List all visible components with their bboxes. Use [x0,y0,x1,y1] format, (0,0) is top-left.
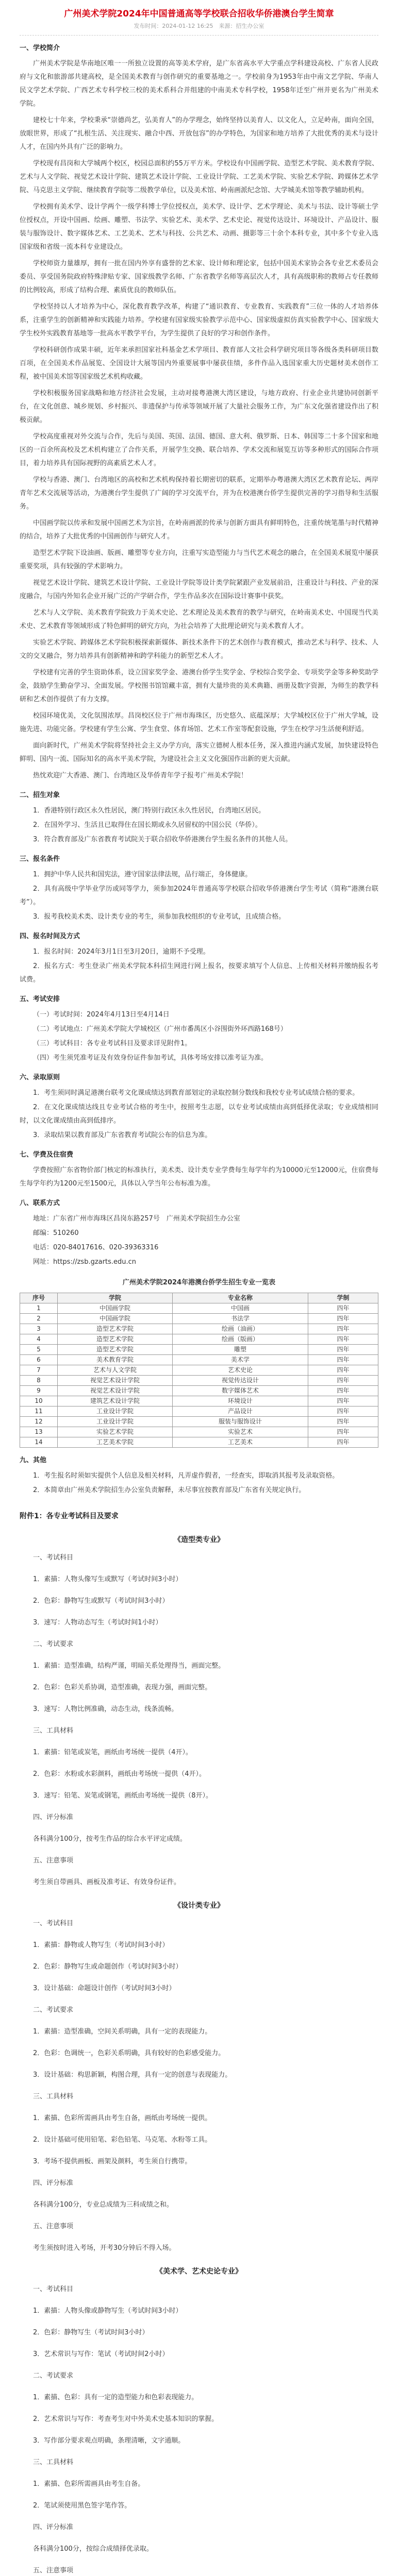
exam-items [20,2283,378,2576]
table-cell-years: 四年 [308,1345,378,1355]
intro-paragraph: 学校建有完善的学生资助体系，设立国家奖学金、港澳台侨学生奖学金、学校综合奖学金、专项奖学金等多种奖助学金，鼓励学生勤奋学习、全面发展。学校图书馆馆藏丰富，拥有大量珍贵的美术典籍、画册及数字资源，为师生的教学科研和艺术创作提供了有力支撑。 [20,669,378,703]
table-row [20,1303,378,1314]
table-cell-major: 数字媒体艺术 [173,1386,308,1396]
table-cell-major: 雕塑 [173,1345,308,1355]
exam-item: 1．素描：造型准确，结构严谨，明暗关系处理得当，画面完整。 [33,1662,225,1670]
table-cell-college: 中国画学院 [58,1303,173,1314]
section-item: （四）考生须凭准考证及有效身份证件参加考试，具体考场安排以准考证为准。 [33,1054,268,1062]
contact-item: 电话：020-84017616、020-39363316 [33,1244,159,1251]
table-cell-college: 工业设计学院 [58,1406,173,1417]
table-cell-college: 中国画学院 [58,1314,173,1324]
table-cell-no: 3 [20,1324,58,1334]
table-cell-years: 四年 [308,1406,378,1417]
exam-item: 2．色彩：色彩关系协调，造型准确，表现力强，画面完整。 [33,1684,212,1691]
table-header-years: 学制 [308,1293,378,1303]
exam-item: 四、评分标准 [33,1814,74,1821]
exam-item: 考生须自带画具、画板及准考证、有效身份证件。 [33,1878,181,1886]
exam-item: 三、工具材料 [33,1727,74,1735]
intro-paragraph: 建校七十年来，学校秉承“崇德尚艺，弘美育人”的办学理念，始终坚持以美育人、以文化人，立足岭南，面向全国，放眼世界，形成了“扎根生活、关注现实、融合中西、开放包容”的办学特色，为国家和地方培养了大批优秀的美术与设计人才，在国内外具有广泛的影响力。 [20,116,378,151]
exam-item: 五、注意事项 [33,1857,74,1865]
section-heading: 一、学校简介 [20,44,60,52]
page-title: 广州美术学院2024年中国普通高等学校联合招收华侨港澳台学生简章 [64,9,334,19]
exam-item: 一、考试科目 [33,1554,74,1562]
intro-section [20,42,378,783]
section-items [20,1008,378,1065]
publish-meta: 发布时间：2024-01-12 16:25 来源：招生办公室 [134,23,264,29]
section-other [20,1454,378,1497]
table-cell-college: 视觉艺术设计学院 [58,1386,173,1396]
exam-item: 3．设计基础：命题设计创作（考试时间3小时） [33,1985,176,1992]
section-item: 1．拥护中华人民共和国宪法，遵守国家法律法规，品行端正，身体健康。 [33,871,252,878]
table-cell-years: 四年 [308,1334,378,1345]
table-cell-college: 实验艺术学院 [58,1427,173,1437]
section-item: 2．在国外学习、生活且已取得住在国长期或永久居留权的中国公民（华侨）。 [33,821,262,829]
table-cell-years: 四年 [308,1386,378,1396]
exam-item: 考生须按时进入考场，开考30分钟后不得入场。 [33,2244,176,2252]
table-cell-college: 美术教育学院 [58,1355,173,1365]
table-cell-years: 四年 [308,1303,378,1314]
table-cell-major: 环境设计 [173,1396,308,1406]
exam-item: 各科满分100分，专业总成绩为三科成绩之和。 [33,2201,173,2209]
table-row [20,1417,378,1427]
exam-item: 3．写作部分要求观点明确，条理清晰，文字通顺。 [33,2437,185,2445]
section-registration [20,930,378,987]
intro-paragraphs [20,57,378,783]
table-cell-major: 产品设计 [173,1406,308,1417]
exam-item: 1．素描、色彩所需画具由考生自备，画纸由考场统一提供。 [33,2114,212,2122]
exam-item: 3．速写：人物比例准确，动态生动，线条流畅。 [33,1705,178,1713]
table-cell-college: 视觉艺术设计学院 [58,1376,173,1386]
exam-item: 2．艺术常识与写作：考查考生对中外美术史基本知识的掌握。 [33,2415,219,2423]
exam-item: 3．速写：铅笔、炭笔或钢笔，画纸由考场统一提供（8开）。 [33,1792,213,1800]
intro-paragraph: 视觉艺术设计学院、建筑艺术设计学院、工业设计学院等设计类学院紧跟产业发展前沿，注重设计与科技、产业的深度融合，与国内外知名企业开展广泛的产学研合作，学生作品多次在国际设计赛事中获奖。 [20,579,378,600]
exam-item: 2．色彩：水粉或水彩颜料，画纸由考场统一提供（4开）。 [33,1770,206,1778]
table-cell-years: 四年 [308,1365,378,1376]
table-cell-no: 11 [20,1406,58,1417]
exam-item: 1．素描：造型准确，空间关系明确，具有一定的表现能力。 [33,2028,212,2036]
section-item: （一）考试时间：2024年4月13日至4月14日 [33,1011,170,1019]
exam-item: 2．色彩：静物写生（考试时间3小时） [33,2329,149,2336]
table-cell-no: 5 [20,1345,58,1355]
table-row [20,1376,378,1386]
intro-paragraph: 艺术与人文学院、美术教育学院致力于美术史论、艺术理论及美术教育的教学与研究，在岭南美术史、中国现当代美术史、艺术教育等领域形成了特色鲜明的研究方向，为社会培养了大批理论研究与美术教育人才。 [20,609,378,630]
intro-paragraph: 广州美术学院是华南地区唯一一所独立设置的高等美术学府，是广东省高水平大学重点学科建设高校、广东省人民政府与文化和旅游部共建高校，是全国美术教育与创作研究的重要基地之一。学校前身为1953年由中南文艺学院、华南人民文学艺术学院、广西艺术专科学校三校的美术系科合并组建的中南美术专科学校，1958年迁至广州并更名为广州美术学院。 [20,60,378,108]
table-row [20,1324,378,1334]
section-admission-rules [20,1071,378,1142]
table-cell-no: 13 [20,1427,58,1437]
exam-item: 三、工具材料 [33,2459,74,2466]
table-cell-major: 实验艺术 [173,1427,308,1437]
exam-item: 1．素描、色彩：具有一定的造型能力和色彩表现能力。 [33,2394,198,2401]
exam-item: 1．素描：铅笔或炭笔，画纸由考场统一提供（4开）。 [33,1749,193,1756]
intro-paragraph: 学校高度重视对外交流与合作，先后与美国、英国、法国、德国、意大利、俄罗斯、日本、韩国等二十多个国家和地区的一百余所高校及艺术机构建立了合作关系，开展学生交换、联合培养、学术交流和展览互访等多种形式的国际合作项目，着力培养具有国际视野的高素质艺术人才。 [20,433,378,467]
section-heading: 八、联系方式 [20,1199,60,1207]
section-items [20,1087,378,1142]
table-header-no: 序号 [20,1293,58,1303]
exam-item: 各科满分100分，按考生作品的综合水平评定成绩。 [33,1835,187,1843]
intro-paragraph: 造型艺术学院下设油画、版画、雕塑等专业方向，注重写实造型能力与当代艺术观念的融合，在全国美术展览中屡获重要奖项，具有较强的学术影响力。 [20,549,378,570]
exam-item: 各科满分100分，按综合成绩择优录取。 [33,2545,153,2553]
exam-block-heading: 《美术学、艺术史论专业》 [156,2267,242,2276]
table-header-row [20,1293,378,1303]
table-cell-college: 工艺美术学院 [58,1437,173,1448]
table-cell-no: 7 [20,1365,58,1376]
table-cell-years: 四年 [308,1417,378,1427]
section-item: 1．考生报名时须如实提供个人信息及相关材料，凡弄虚作假者，一经查实，即取消其报考及录取资格。 [33,1472,339,1480]
table-cell-major: 中国画 [173,1303,308,1314]
section-heading: 七、学费及住宿费 [20,1151,74,1159]
exam-item: 一、考试科目 [33,1920,74,1927]
exam-block-heading: 《造型类专业》 [174,1536,224,1544]
section-items [20,945,378,987]
table-cell-major: 视觉传达设计 [173,1376,308,1386]
exam-item: 3．艺术常识与写作：笔试（考试时间2小时） [33,2350,169,2358]
table-cell-major: 绘画（版画） [173,1334,308,1345]
table-row [20,1386,378,1396]
table-cell-no: 12 [20,1417,58,1427]
table-cell-college: 建筑艺术设计学院 [58,1396,173,1406]
exam-item: 五、注意事项 [33,2223,74,2230]
table-cell-years: 四年 [308,1376,378,1386]
section-item: 3．录取结果以教育部及广东省教育考试院公布的信息为准。 [33,1131,212,1139]
table-cell-no: 10 [20,1396,58,1406]
section-item: （三）考试科目：各专业考试科目及要求详见附件1。 [33,1040,192,1047]
intro-paragraph: 学校科研创作成果丰硕，近年来承担国家社科基金艺术学项目、教育部人文社会科学研究项目等各级各类科研项目数百项，在全国美术作品展览、全国设计大展等国内外重要展事中屡获佳绩，多件作品入选国家重大历史题材美术创作工程，被中国美术馆等国家级艺术机构收藏。 [20,346,378,381]
section-item: 1．考生须同时满足港澳台联考文化课成绩达到教育部划定的录取控制分数线和我校专业考试成绩合格的要求。 [33,1089,359,1097]
contact-item: 网址：https://zsb.gzarts.edu.cn [33,1258,136,1266]
exam-item: 1．素描：人物头像写生或默写（考试时间3小时） [33,1575,183,1583]
exam-item: 三、工具材料 [33,2093,74,2100]
table-header-major: 专业名称 [173,1293,308,1303]
table-header-college: 学院 [58,1293,173,1303]
exam-item: 1．素描：人物头像或静物写生（考试时间3小时） [33,2307,183,2315]
exam-items [20,1552,378,1889]
table-cell-major: 艺术史论 [173,1365,308,1376]
section-heading: 二、招生对象 [20,791,60,799]
table-head [20,1293,378,1303]
exam-block-design [20,1899,378,2255]
exam-item: 2．色彩：静物写生或命题创作（考试时间3小时） [33,1963,183,1971]
section-heading: 六、录取原则 [20,1074,60,1081]
table-cell-years: 四年 [308,1437,378,1448]
table-row [20,1345,378,1355]
section-items [20,868,378,924]
exam-item: 2．设计基础可使用铅笔、彩色铅笔、马克笔、水粉等工具。 [33,2136,212,2144]
table-cell-major: 绘画（油画） [173,1324,308,1334]
exam-block-art-theory [20,2265,378,2576]
section-tuition [20,1148,378,1191]
section-item: 2．在文化课成绩达线且专业考试合格的考生中，按照考生志愿，以专业考试成绩由高到低择优录取；专业成绩相同时，以文化课成绩由高到低排序。 [20,1104,378,1125]
table-cell-no: 2 [20,1314,58,1324]
table-cell-years: 四年 [308,1427,378,1437]
contact-item: 邮编：510260 [33,1229,79,1237]
exam-item: 2．色彩：静物写生或默写（考试时间3小时） [33,1597,169,1605]
exam-item: 一、考试科目 [33,2285,74,2293]
section-item: 1．香港特别行政区永久性居民，澳门特别行政区永久性居民，台湾地区居民。 [33,807,266,815]
section-item: 1．报名时间：2024年3月1日至3月20日，逾期不予受理。 [33,948,210,956]
table-row [20,1406,378,1417]
exam-items [20,1918,378,2255]
table-title: 广州美术学院2024年港澳台侨学生招生专业一览表 [122,1279,276,1286]
exam-item: 1．素描：静物或人物写生（考试时间3小时） [33,1941,169,1949]
contact-item: 地址：广东省广州市海珠区昌岗东路257号 广州美术学院招生办公室 [33,1215,240,1223]
exam-item: 二、考试要求 [33,2006,74,2014]
table-cell-years: 四年 [308,1355,378,1365]
table-cell-college: 艺术与人文学院 [58,1365,173,1376]
intro-paragraph: 学校现有昌岗和大学城两个校区，校园总面积约55万平方米。学校设有中国画学院、造型艺术学院、美术教育学院、艺术与人文学院、视觉艺术设计学院、建筑艺术设计学院、工业设计学院、工艺美术学院、实验艺术学院、跨媒体艺术学院、马克思主义学院、继续教育学院等二级教学单位，以及美术馆、岭南画派纪念馆、大学城美术馆等教学辅助机构。 [20,160,378,194]
table-cell-no: 1 [20,1303,58,1314]
section-item: 2．本简章由广州美术学院招生办公室负责解释，未尽事宜按教育部及广东省有关规定执行。 [33,1486,306,1494]
section-item: 3．报考我校美术类、设计类专业的考生，须参加我校组织的专业考试，且成绩合格。 [33,913,286,921]
table-cell-major: 书法学 [173,1314,308,1324]
section-item: 3．符合教育部及广东省教育考试院关于联合招收华侨港澳台学生报名条件的其他人员。 [33,836,292,843]
admission-plan-table [20,1293,378,1448]
intro-paragraph: 学校师资力量雄厚，拥有一批在国内外享有盛誉的艺术家、设计师和理论家，包括中国美术家协会各专业艺术委员会委员、享受国务院政府特殊津贴专家、国家级教学名师、广东省教学名师等高层次人才，具有高级职称的教师占专任教师的比例较高，形成了结构合理、素质优良的教师队伍。 [20,260,378,294]
table-cell-no: 14 [20,1437,58,1448]
exam-item: 2．色彩：色调统一，色彩关系明确，具有较好的色彩感受能力。 [33,2049,225,2057]
exam-item: 四、评分标准 [33,2179,74,2187]
table-row [20,1396,378,1406]
exam-item: 四、评分标准 [33,2523,74,2531]
table-cell-no: 8 [20,1376,58,1386]
section-admission-targets [20,789,378,846]
table-row [20,1437,378,1448]
exam-item: 3．考场不提供画板、画架及颜料，考生须自行携带。 [33,2158,192,2165]
section-contact [20,1197,378,1269]
section-items [20,1469,378,1497]
section-items [20,804,378,846]
section-heading: 五、考试安排 [20,995,60,1003]
intro-paragraph: 面向新时代，广州美术学院将坚持社会主义办学方向，落实立德树人根本任务，深入推进内涵式发展，加快建设特色鲜明、国内一流、国际知名的高水平美术学院，为建设社会主义文化强国作出新的更大贡献。 [20,742,378,763]
intro-paragraph: 学校与香港、澳门、台湾地区的高校和艺术机构保持着长期密切的联系，定期举办粤港澳大湾区艺术教育论坛、两岸青年艺术交流展等活动，为港澳台学生提供了广阔的学习交流平台，并为在校港澳台侨学生提供完善的学习指导和生活服务。 [20,476,378,511]
section-requirements [20,853,378,924]
intro-paragraph: 热忱欢迎广大香港、澳门、台湾地区及华侨青年学子报考广州美术学院！ [33,772,248,779]
section-item: 2．具有高级中学毕业学历或同等学力，须参加2024年普通高等学校联合招收华侨港澳台学生考试（简称“港澳台联考”）。 [20,885,378,906]
intro-paragraph: 学校积极服务国家战略和地方经济社会发展，主动对接粤港澳大湾区建设，与地方政府、行业企业共建协同创新平台，在文化创意、城乡规划、乡村振兴、非遗保护与传承等领域开展了大量社会服务工作，为广东文化强省建设作出了积极贡献。 [20,389,378,424]
table-cell-years: 四年 [308,1324,378,1334]
table-cell-no: 9 [20,1386,58,1396]
table-body [20,1303,378,1448]
attachment-heading: 附件1：各专业考试科目及要求 [20,1512,119,1520]
section-heading: 四、报名时间及方式 [20,933,80,940]
intro-paragraph: 实验艺术学院、跨媒体艺术学院积极探索新媒体、新技术条件下的艺术创作与教育模式，推动艺术与科学、技术、人文的交叉融合，努力培养具有创新精神和跨学科能力的新型艺术人才。 [20,639,378,660]
table-cell-college: 造型艺术学院 [58,1324,173,1334]
table-cell-college: 造型艺术学院 [58,1345,173,1355]
section-items [20,1212,378,1269]
table-cell-years: 四年 [308,1314,378,1324]
section-item: 2．报名方式：考生登录广州美术学院本科招生网进行网上报名，按要求填写个人信息、上传相关材料并缴纳报名考试费。 [20,962,378,984]
table-cell-no: 6 [20,1355,58,1365]
table-cell-years: 四年 [308,1396,378,1406]
section-exam-schedule [20,993,378,1065]
section-items [20,1164,378,1191]
exam-block-heading: 《设计类专业》 [174,1902,224,1910]
exam-item: 五、注意事项 [33,2567,74,2574]
table-cell-college: 工业设计学院 [58,1417,173,1427]
intro-paragraph: 中国画学院以传承和发展中国画艺术为宗旨，在岭南画派的传承与创新方面具有鲜明特色，注重传统笔墨与时代精神的结合，培养了大批优秀的中国画创作与研究人才。 [20,519,378,540]
table-row [20,1365,378,1376]
exam-item: 3．速写：人物动态写生（考试时间1小时） [33,1619,162,1626]
table-row [20,1355,378,1365]
header-divider [20,35,378,36]
section-item: 学费按照广东省物价部门核定的标准执行，美术类、设计类专业学费每生每学年约为10000元至12000元，住宿费每生每学年约为1200元至1500元，具体以入学当年公布标准为准。 [20,1166,378,1188]
table-row [20,1427,378,1437]
table-cell-major: 服装与服饰设计 [173,1417,308,1427]
exam-item: 3．设计基础：构思新颖，构图合理，具有一定的创意与表现能力。 [33,2071,232,2079]
table-row [20,1334,378,1345]
section-heading: 九、其他 [20,1456,47,1464]
exam-block-modeling [20,1533,378,1889]
exam-item: 1．素描、色彩所需画具由考生自备。 [33,2480,145,2488]
section-heading: 三、报名条件 [20,855,60,863]
intro-paragraph: 学校坚持以人才培养为中心，深化教育教学改革，构建了“通识教育、专业教育、实践教育”三位一体的人才培养体系，注重学生的创新精神和实践能力培养。学校建有国家级实验教学示范中心、国家级虚拟仿真实验教学中心、国家级大学生校外实践教育基地等一批高水平教学平台，为学生提供了良好的学习和创作条件。 [20,303,378,337]
exam-item: 二、考试要求 [33,1640,74,1648]
section-item: （二）考试地点：广州美术学院大学城校区（广州市番禺区小谷围街外环西路168号） [33,1025,287,1033]
table-cell-no: 4 [20,1334,58,1345]
table-row [20,1314,378,1324]
table-cell-major: 美术学 [173,1355,308,1365]
intro-paragraph: 校园环境优美，文化氛围浓厚。昌岗校区位于广州市海珠区，历史悠久、底蕴深厚；大学城校区位于广州大学城，设施先进、功能完备。学校建有学生公寓、学生食堂、体育场馆、艺术工作室等配套设施，学生在校学习生活便利舒适。 [20,712,378,733]
exam-item: 二、考试要求 [33,2372,74,2380]
exam-item: 2．笔试须使用黑色签字笔作答。 [33,2502,131,2510]
table-cell-major: 工艺美术 [173,1437,308,1448]
table-cell-college: 造型艺术学院 [58,1334,173,1345]
intro-paragraph: 学校拥有美术学、设计学两个一级学科博士学位授权点，美术学、设计学、艺术学理论、美术与书法、设计等硕士学位授权点，开设中国画、绘画、雕塑、书法学、实验艺术、美术学、艺术史论、视觉传达设计、环境设计、产品设计、服装与服饰设计、数字媒体艺术、工艺美术、艺术与科技、公共艺术、动画、摄影等三十余个本科专业，其中多个专业入选国家级和省级一流本科专业建设点。 [20,203,378,251]
